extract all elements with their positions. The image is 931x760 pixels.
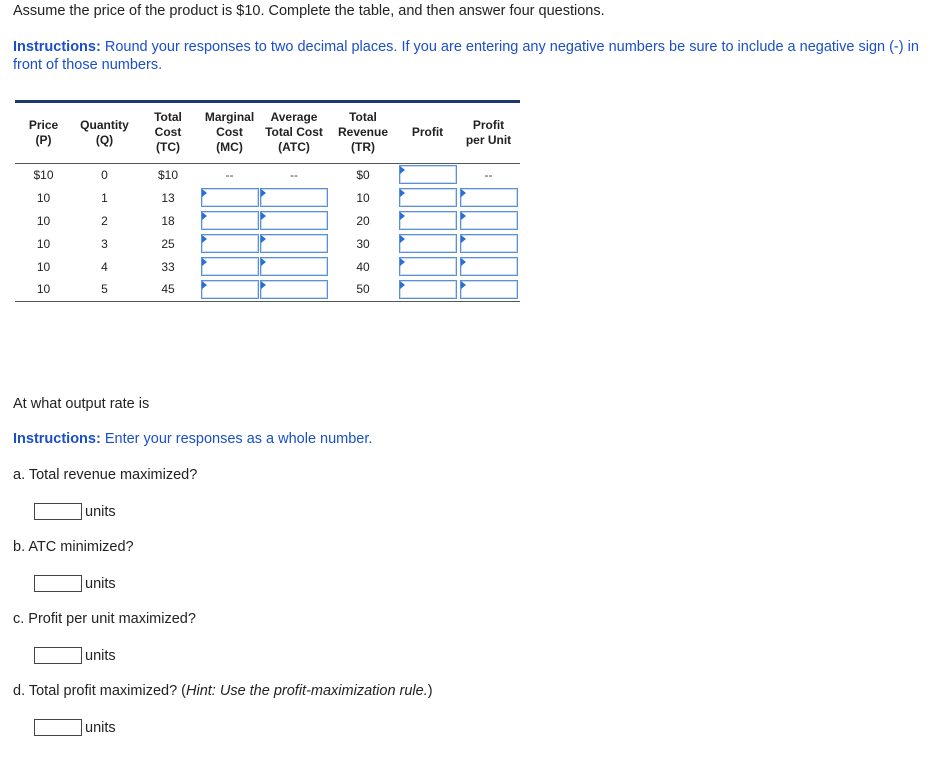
input-flag-icon [461, 189, 466, 197]
instructions-text: Round your responses to two decimal places. If you are entering any negative numbers be sure to include a negative sign (-) in front of those numbers. [13, 39, 919, 73]
total-cost-cell: 18 [161, 213, 175, 228]
answer-c-input[interactable] [34, 647, 82, 664]
input-flag-icon [400, 235, 405, 243]
whole-number-instructions [13, 431, 372, 447]
input-flag-icon [202, 212, 207, 220]
total-cost-cell: 13 [161, 190, 175, 205]
input-flag-icon [202, 281, 207, 289]
instructions-label: Instructions: [13, 39, 101, 55]
header-quantity: Quantity (Q) [72, 103, 137, 163]
quantity-cell: 4 [101, 259, 108, 274]
answer-d-input[interactable] [34, 719, 82, 736]
atc-input[interactable] [260, 234, 328, 253]
input-flag-icon [400, 258, 405, 266]
question-d-text: d. Total profit maximized? ( [13, 683, 186, 699]
answer-c [34, 647, 116, 664]
input-flag-icon [261, 189, 266, 197]
units-label: units [85, 647, 116, 664]
answer-a-input[interactable] [34, 503, 82, 520]
atc-cell: -- [290, 167, 298, 182]
input-flag-icon [461, 258, 466, 266]
input-flag-icon [461, 281, 466, 289]
table-row [15, 278, 520, 301]
quantity-cell: 5 [72, 278, 137, 301]
question-c: c. Profit per unit maximized? [13, 611, 196, 627]
profit-per-unit-input[interactable] [460, 188, 518, 207]
input-flag-icon [400, 166, 405, 174]
marginal-cost-input[interactable] [201, 280, 259, 299]
price-cell: 10 [36, 213, 51, 228]
question-a: a. Total revenue maximized? [13, 467, 198, 483]
total-revenue-cell: 30 [356, 236, 370, 251]
header-total-cost: Total Cost (TC) [137, 103, 199, 163]
instructions-text: Enter your responses as a whole number. [100, 431, 373, 447]
marginal-cost-input[interactable] [201, 257, 259, 276]
cost-revenue-table [15, 100, 520, 302]
rounding-instructions [13, 38, 928, 74]
profit-per-unit-input[interactable] [460, 211, 518, 230]
atc-input[interactable] [260, 257, 328, 276]
units-label: units [85, 575, 116, 592]
total-revenue-cell: 40 [356, 259, 370, 274]
profit-per-unit-input[interactable] [460, 257, 518, 276]
quantity-cell: 2 [101, 213, 108, 228]
intro-text: Assume the price of the product is $10. Complete the table, and then answer four questions. [13, 3, 605, 19]
question-title: At what output rate is [13, 396, 150, 412]
input-flag-icon [400, 189, 405, 197]
price-cell: 10 [15, 278, 72, 301]
marginal-cost-input[interactable] [201, 211, 259, 230]
price-cell: 10 [36, 236, 51, 251]
total-cost-cell: 45 [137, 278, 199, 301]
marginal-cost-input[interactable] [201, 234, 259, 253]
question-d-hint: Hint: Use the profit-maximization rule. [186, 683, 428, 699]
table-row [15, 255, 520, 278]
profit-per-unit-input[interactable] [460, 280, 518, 299]
units-label: units [85, 719, 116, 736]
question-b: b. ATC minimized? [13, 539, 134, 555]
quantity-cell: 3 [101, 236, 108, 251]
input-flag-icon [261, 258, 266, 266]
units-label: units [85, 503, 116, 520]
header-marginal-cost: Marginal Cost (MC) [199, 103, 260, 163]
header-profit: Profit [398, 103, 457, 163]
question-d-close: ) [427, 683, 433, 699]
input-flag-icon [461, 235, 466, 243]
question-d [13, 683, 433, 699]
price-cell: 10 [36, 190, 51, 205]
answer-b [34, 575, 116, 592]
quantity-cell: 0 [101, 167, 108, 182]
table-row [15, 186, 520, 209]
input-flag-icon [261, 212, 266, 220]
total-cost-cell: 25 [161, 236, 175, 251]
profit-input[interactable] [399, 257, 457, 276]
total-revenue-cell: $0 [356, 167, 370, 182]
table-row [15, 232, 520, 255]
price-cell: $10 [33, 167, 54, 182]
quantity-cell: 1 [101, 190, 108, 205]
total-cost-cell: $10 [157, 167, 179, 182]
profit-input[interactable] [399, 165, 457, 184]
price-cell: 10 [36, 259, 51, 274]
atc-input[interactable] [260, 188, 328, 207]
input-flag-icon [261, 235, 266, 243]
header-average-total-cost: Average Total Cost (ATC) [260, 103, 328, 163]
answer-b-input[interactable] [34, 575, 82, 592]
input-flag-icon [461, 212, 466, 220]
input-flag-icon [202, 258, 207, 266]
marginal-cost-cell: -- [225, 167, 234, 182]
header-price: Price (P) [15, 103, 72, 163]
profit-input[interactable] [399, 188, 457, 207]
profit-per-unit-cell: -- [484, 167, 493, 182]
table-row [15, 163, 520, 186]
total-revenue-cell: 10 [356, 190, 370, 205]
header-profit-per-unit: Profit per Unit [457, 103, 520, 163]
input-flag-icon [400, 281, 405, 289]
profit-per-unit-input[interactable] [460, 234, 518, 253]
profit-input[interactable] [399, 211, 457, 230]
atc-input[interactable] [260, 211, 328, 230]
marginal-cost-input[interactable] [201, 188, 259, 207]
input-flag-icon [202, 189, 207, 197]
input-flag-icon [202, 235, 207, 243]
total-cost-cell: 33 [161, 259, 175, 274]
profit-input[interactable] [399, 280, 457, 299]
profit-input[interactable] [399, 234, 457, 253]
answer-d [34, 719, 116, 736]
answer-a [34, 503, 116, 520]
table-row [15, 209, 520, 232]
input-flag-icon [261, 281, 266, 289]
input-flag-icon [400, 212, 405, 220]
instructions-label: Instructions: [13, 431, 101, 447]
header-total-revenue: Total Revenue (TR) [328, 103, 398, 163]
total-revenue-cell: 20 [356, 213, 370, 228]
total-revenue-cell: 50 [328, 278, 398, 301]
atc-input[interactable] [260, 280, 328, 299]
